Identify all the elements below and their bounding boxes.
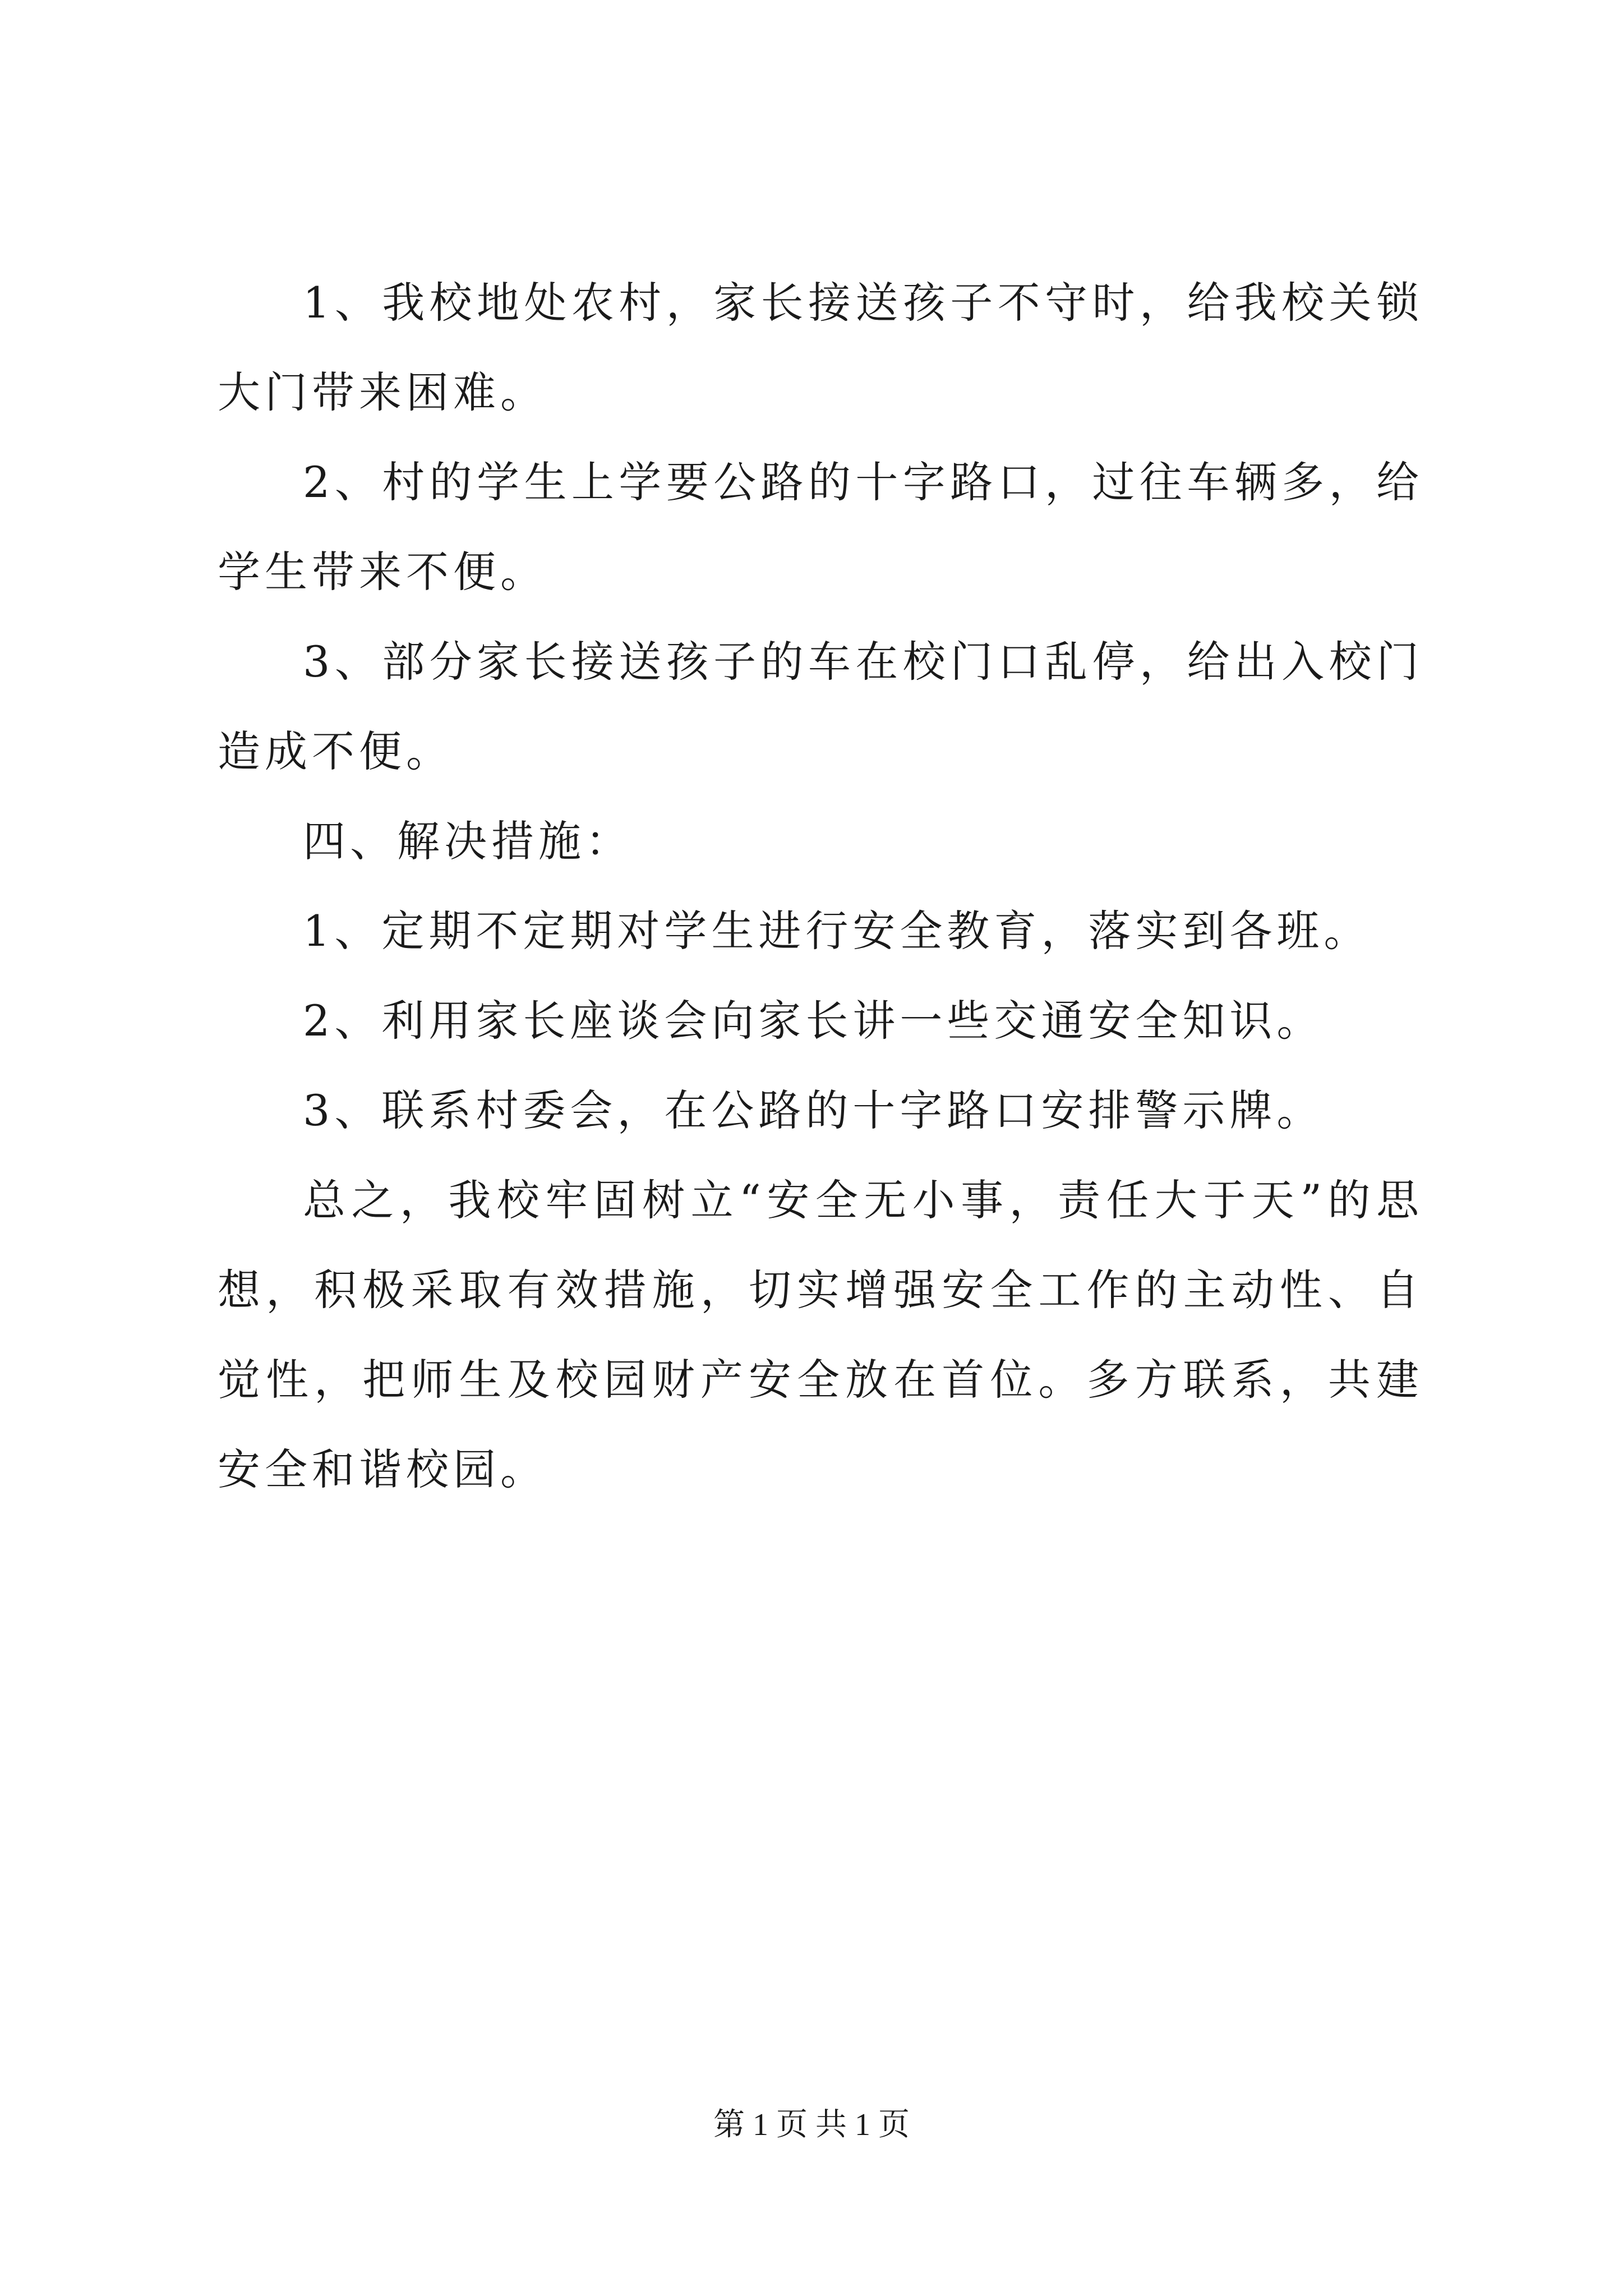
document-body [218,258,1423,1515]
list-item-solution-1: 1、定期不定期对学生进行安全教育，落实到各班。 [303,906,1371,956]
list-item-problem-3: 3、部分家长接送孩子的车在校门口乱停，给出入校门造成不便。 [218,637,1423,776]
page-footer [0,2102,1623,2147]
list-item-problem-1: 1、我校地处农村，家长接送孩子不守时，给我校关锁大门带来困难。 [218,278,1423,417]
list-item-problem-2: 2、村的学生上学要公路的十字路口，过往车辆多，给学生带来不便。 [218,457,1423,597]
page-total: 共 1 页 [815,2108,910,2142]
list-item-solution-3: 3、联系村委会，在公路的十字路口安排警示牌。 [303,1085,1324,1135]
list-item-solution-2: 2、利用家长座谈会向家长讲一些交通安全知识。 [303,996,1324,1046]
conclusion-paragraph: 总之，我校牢固树立“安全无小事，责任大于天”的思想，积极采取有效措施，切实增强安全工作的主动性、自觉性，把师生及校园财产安全放在首位。多方联系，共建安全和谐校园。 [218,1175,1423,1494]
page-number: 第 1 页 [713,2108,808,2142]
section-heading-solutions: 四、解决措施： [303,816,633,866]
